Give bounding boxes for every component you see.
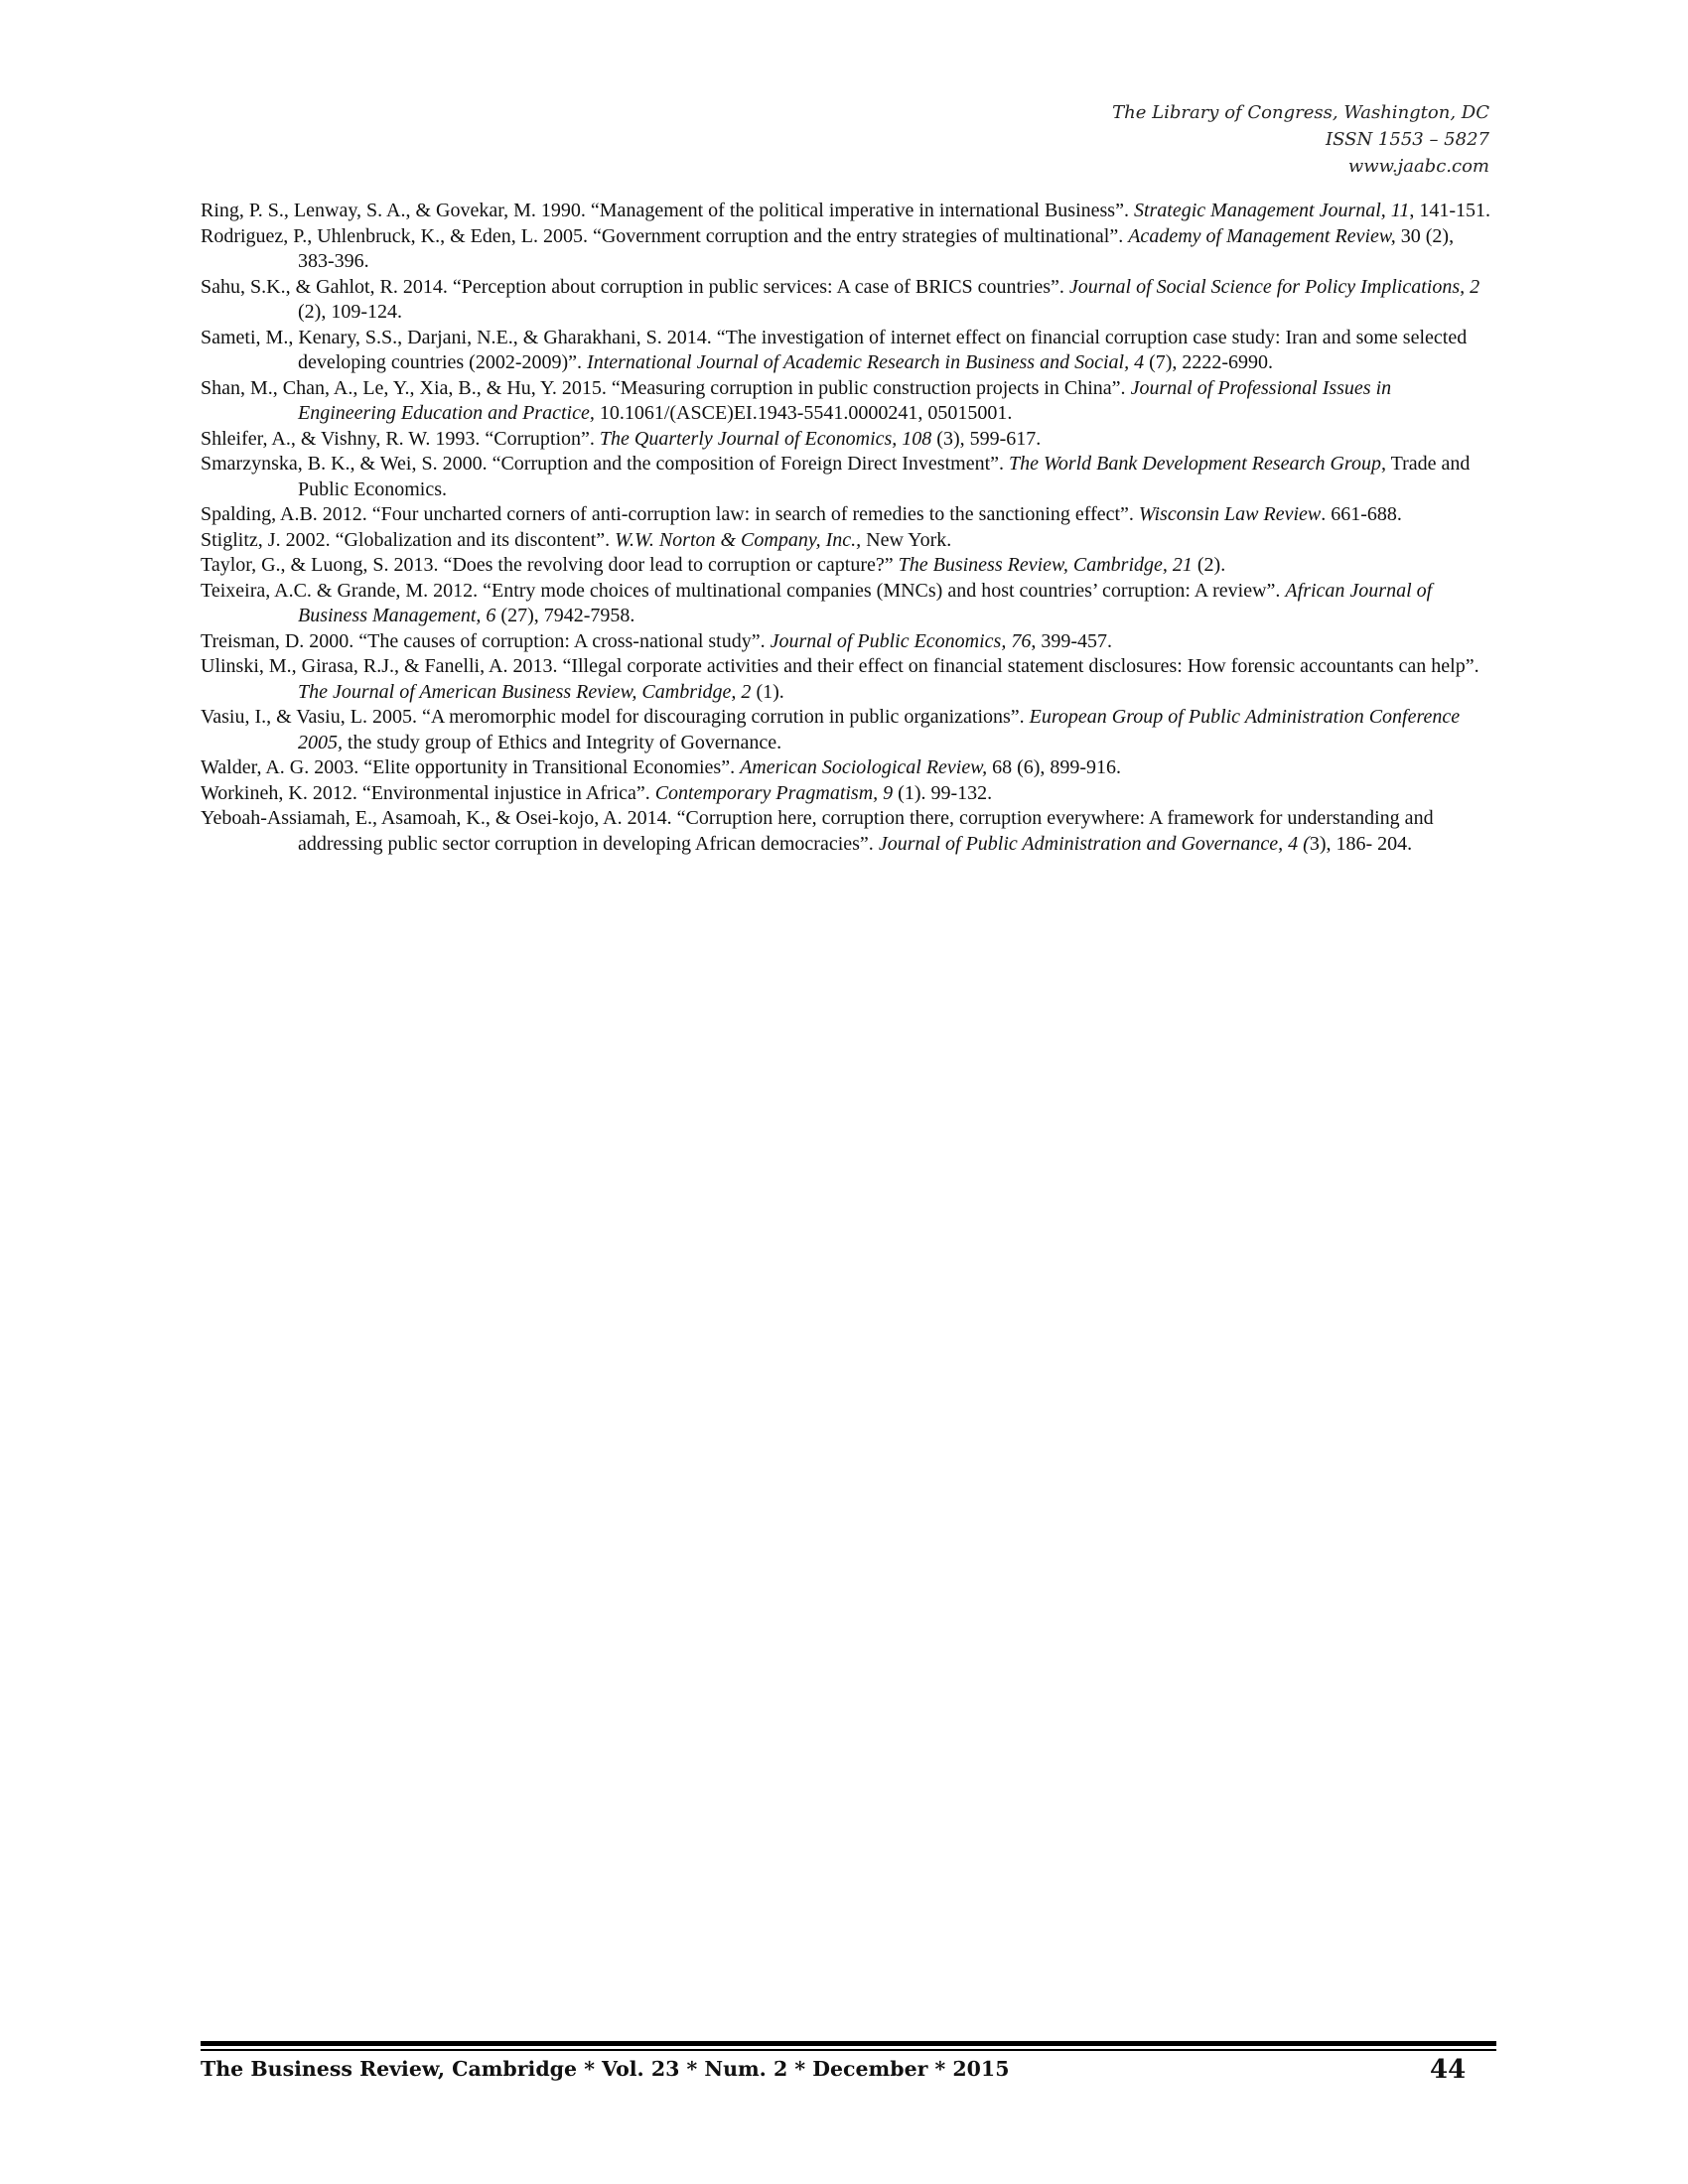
reference-details: , 399-457. (1031, 629, 1113, 652)
reference-text: Vasiu, I., & Vasiu, L. 2005. “A meromorphic model for discouraging corrution in public organizations”. (201, 706, 1030, 728)
reference-details: 3), 186- 204. (1309, 832, 1413, 855)
reference-details: (2). (1192, 554, 1226, 576)
reference-source: Journal of Public Administration and Governance, 4 ( (878, 832, 1310, 855)
reference-source: Strategic Management Journal, 11 (1133, 200, 1410, 221)
reference-details: (2), 109-124. (298, 301, 402, 323)
reference-source: European Group of Public Administration Conference 2005, (298, 706, 1461, 753)
reference-details: (1). 99-132. (893, 781, 993, 804)
reference-text: Smarzynska, B. K., & Wei, S. 2000. “Corruption and the composition of Foreign Direct Investment”. (201, 453, 1010, 475)
reference-item (201, 199, 1491, 224)
reference-text: Workineh, K. 2012. “Environmental injustice in Africa”. (201, 781, 655, 804)
reference-text: Sameti, M., Kenary, S.S., Darjani, N.E., & Gharakhani, S. 2014. “The investigation of internet effect on financial corruption case study: Iran and some selected developing countries (2002-2009)”. (201, 326, 1468, 373)
reference-text: Walder, A. G. 2003. “Elite opportunity in Transitional Economies”. (201, 756, 741, 778)
reference-source: The World Bank Development Research Group, (1009, 453, 1386, 475)
page-number: 44 (1430, 2055, 1467, 2085)
reference-details: (27), 7942-7958. (495, 605, 635, 626)
reference-source: The Business Review, Cambridge, 21 (898, 554, 1193, 576)
reference-text: Treisman, D. 2000. “The causes of corruption: A cross-national study”. (201, 629, 771, 652)
reference-text: Sahu, S.K., & Gahlot, R. 2014. “Perception about corruption in public services: A case of BRICS countries”. (201, 275, 1069, 298)
footer-citation: The Business Review, Cambridge * Vol. 23 * Num. 2 * December * 2015 (201, 2057, 1010, 2081)
header-line-library: The Library of Congress, Washington, DC (1112, 102, 1489, 123)
reference-source: Contemporary Pragmatism, 9 (654, 781, 894, 804)
reference-item (201, 629, 1491, 655)
reference-list (201, 199, 1491, 857)
reference-item (201, 452, 1491, 502)
reference-item (201, 705, 1491, 755)
reference-text: Taylor, G., & Luong, S. 2013. “Does the revolving door lead to corruption or capture?” (201, 554, 899, 576)
reference-text: Ring, P. S., Lenway, S. A., & Govekar, M. 1990. “Management of the political imperative in international Business”. (201, 200, 1134, 221)
reference-item (201, 654, 1491, 705)
reference-item (201, 806, 1491, 857)
reference-text: Stiglitz, J. 2002. “Globalization and its discontent”. (201, 528, 616, 551)
reference-source: Wisconsin Law Review (1138, 503, 1322, 525)
reference-item (201, 376, 1491, 427)
reference-item (201, 326, 1491, 376)
reference-source: The Quarterly Journal of Economics, 108 (599, 427, 932, 450)
footer-rule-thin (201, 2049, 1496, 2051)
reference-text: Ulinski, M., Girasa, R.J., & Fanelli, A. 2013. “Illegal corporate activities and their effect on financial statement disclosures: How forensic accountants can help”. (201, 655, 1479, 677)
reference-details: (7), 2222-6990. (1144, 351, 1274, 373)
header-line-issn: ISSN 1553 – 5827 (1326, 129, 1489, 150)
reference-item (201, 427, 1491, 453)
reference-details: 10.1061/(ASCE)EI.1943-5541.0000241, 05015001. (594, 402, 1013, 424)
reference-source: American Sociological Review, (740, 756, 988, 778)
reference-text: Rodriguez, P., Uhlenbruck, K., & Eden, L. 2005. “Government corruption and the entry strategies of multinational”. (201, 224, 1129, 247)
reference-details: 68 (6), 899-916. (987, 756, 1122, 778)
reference-item (201, 579, 1491, 629)
reference-details: . 661-688. (1321, 503, 1402, 525)
reference-text: Shleifer, A., & Vishny, R. W. 1993. “Corruption”. (201, 427, 600, 450)
reference-item (201, 275, 1491, 326)
reference-source: Journal of Professional Issues in Engineering Education and Practice, (298, 376, 1392, 424)
reference-details: (3), 599-617. (931, 427, 1042, 450)
footer-rule-thick (201, 2041, 1496, 2046)
reference-details: , 141-151. (1409, 200, 1490, 221)
reference-source: W.W. Norton & Company, Inc., (615, 528, 862, 551)
reference-details: 30 (2), 383-396. (298, 224, 1455, 272)
reference-details: New York. (861, 528, 952, 551)
reference-item (201, 755, 1491, 781)
header-line-website: www.jaabc.com (1347, 156, 1489, 177)
reference-source: The Journal of American Business Review, Cambridge, 2 (298, 680, 752, 703)
reference-item (201, 553, 1491, 579)
reference-item (201, 781, 1491, 807)
reference-text: Spalding, A.B. 2012. “Four uncharted corners of anti-corruption law: in search of remedies to the sanctioning effect”. (201, 503, 1139, 525)
reference-source: African Journal of Business Management, 6 (298, 579, 1433, 626)
journal-header (1112, 99, 1489, 180)
reference-text: Yeboah-Assiamah, E., Asamoah, K., & Osei-kojo, A. 2014. “Corruption here, corruption there, corruption everywhere: A framework for understanding and addressing public sector corruption in developing African democracies”. (201, 807, 1434, 855)
reference-details: (1). (751, 680, 784, 703)
reference-item (201, 502, 1491, 528)
reference-item (201, 224, 1491, 275)
reference-source: Journal of Social Science for Policy Implications, 2 (1068, 275, 1480, 298)
reference-details: the study group of Ethics and Integrity of Governance. (343, 731, 782, 753)
reference-details: Trade and Public Economics. (298, 453, 1471, 500)
reference-text: Shan, M., Chan, A., Le, Y., Xia, B., & Hu, Y. 2015. “Measuring corruption in public construction projects in China”. (201, 376, 1131, 399)
reference-source: Academy of Management Review, (1128, 224, 1396, 247)
reference-source: Journal of Public Economics, 76 (770, 629, 1032, 652)
reference-item (201, 528, 1491, 554)
reference-source: International Journal of Academic Research in Business and Social, 4 (587, 351, 1145, 373)
reference-text: Teixeira, A.C. & Grande, M. 2012. “Entry mode choices of multinational companies (MNCs) and host countries’ corruption: A review”. (201, 579, 1286, 602)
